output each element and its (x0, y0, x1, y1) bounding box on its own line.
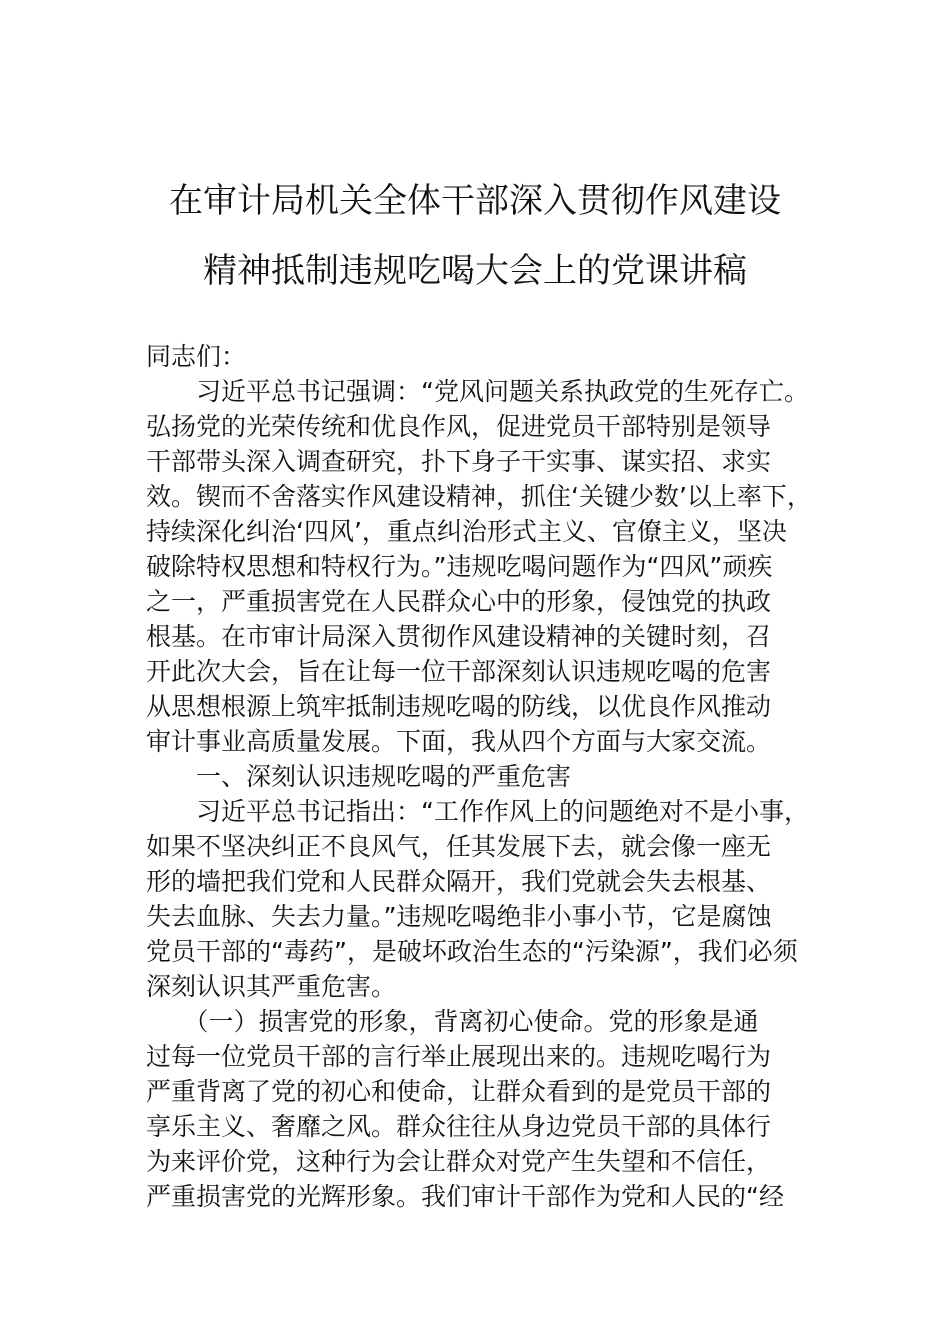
body-line: 如果不坚决纠正不良风气，任其发展下去，就会像一座无 (146, 832, 772, 861)
salutation: 同志们： (146, 342, 247, 371)
body-line: 享乐主义、奢靡之风。群众往往从身边党员干部的具体行 (146, 1112, 772, 1141)
body-line: 干部带头深入调查研究，扑下身子干实事、谋实招、求实 (146, 447, 772, 476)
body-line: 开此次大会，旨在让每一位干部深刻认识违规吃喝的危害 (146, 657, 772, 686)
body-line: 失去血脉、失去力量。”违规吃喝绝非小事小节，它是腐蚀 (146, 902, 772, 931)
body-line: 为来评价党，这种行为会让群众对党产生失望和不信任， (146, 1147, 772, 1176)
body-line: （一）损害党的形象，背离初心使命。党的形象是通 (146, 1007, 759, 1036)
document-title-line-2: 精神抵制违规吃喝大会上的党课讲稿 (203, 251, 747, 291)
body-line: 根基。在市审计局深入贯彻作风建设精神的关键时刻，召 (146, 622, 772, 651)
body-line: 深刻认识其严重危害。 (146, 972, 397, 1001)
document-title-line-1: 在审计局机关全体干部深入贯彻作风建设 (169, 181, 781, 221)
body-line: 审计事业高质量发展。下面，我从四个方面与大家交流。 (146, 727, 772, 756)
body-line: 过每一位党员干部的言行举止展现出来的。违规吃喝行为 (146, 1042, 772, 1071)
body-line: 习近平总书记指出：“工作作风上的问题绝对不是小事， (146, 797, 809, 826)
body-line: 习近平总书记强调：“党风问题关系执政党的生死存亡。 (146, 377, 809, 406)
section-heading: 一、深刻认识违规吃喝的严重危害 (146, 762, 572, 791)
body-line: 破除特权思想和特权行为。”违规吃喝问题作为“四风”顽疾 (146, 552, 773, 581)
body-line: 党员干部的“毒药”，是破坏政治生态的“污染源”，我们必须 (146, 937, 798, 966)
body-line: 从思想根源上筑牢抵制违规吃喝的防线，以优良作风推动 (146, 692, 772, 721)
body-line: 效。锲而不舍落实作风建设精神，抓住‘关键少数’以上率下， (146, 482, 812, 511)
body-line: 严重背离了党的初心和使命，让群众看到的是党员干部的 (146, 1077, 772, 1106)
body-line: 之一，严重损害党在人民群众心中的形象，侵蚀党的执政 (146, 587, 772, 616)
body-line: 严重损害党的光辉形象。我们审计干部作为党和人民的“经 (146, 1182, 784, 1211)
body-line: 持续深化纠治‘四风’，重点纠治形式主义、官僚主义，坚决 (146, 517, 787, 546)
body-line: 弘扬党的光荣传统和优良作风，促进党员干部特别是领导 (146, 412, 772, 441)
body-line: 形的墙把我们党和人民群众隔开，我们党就会失去根基、 (146, 867, 772, 896)
